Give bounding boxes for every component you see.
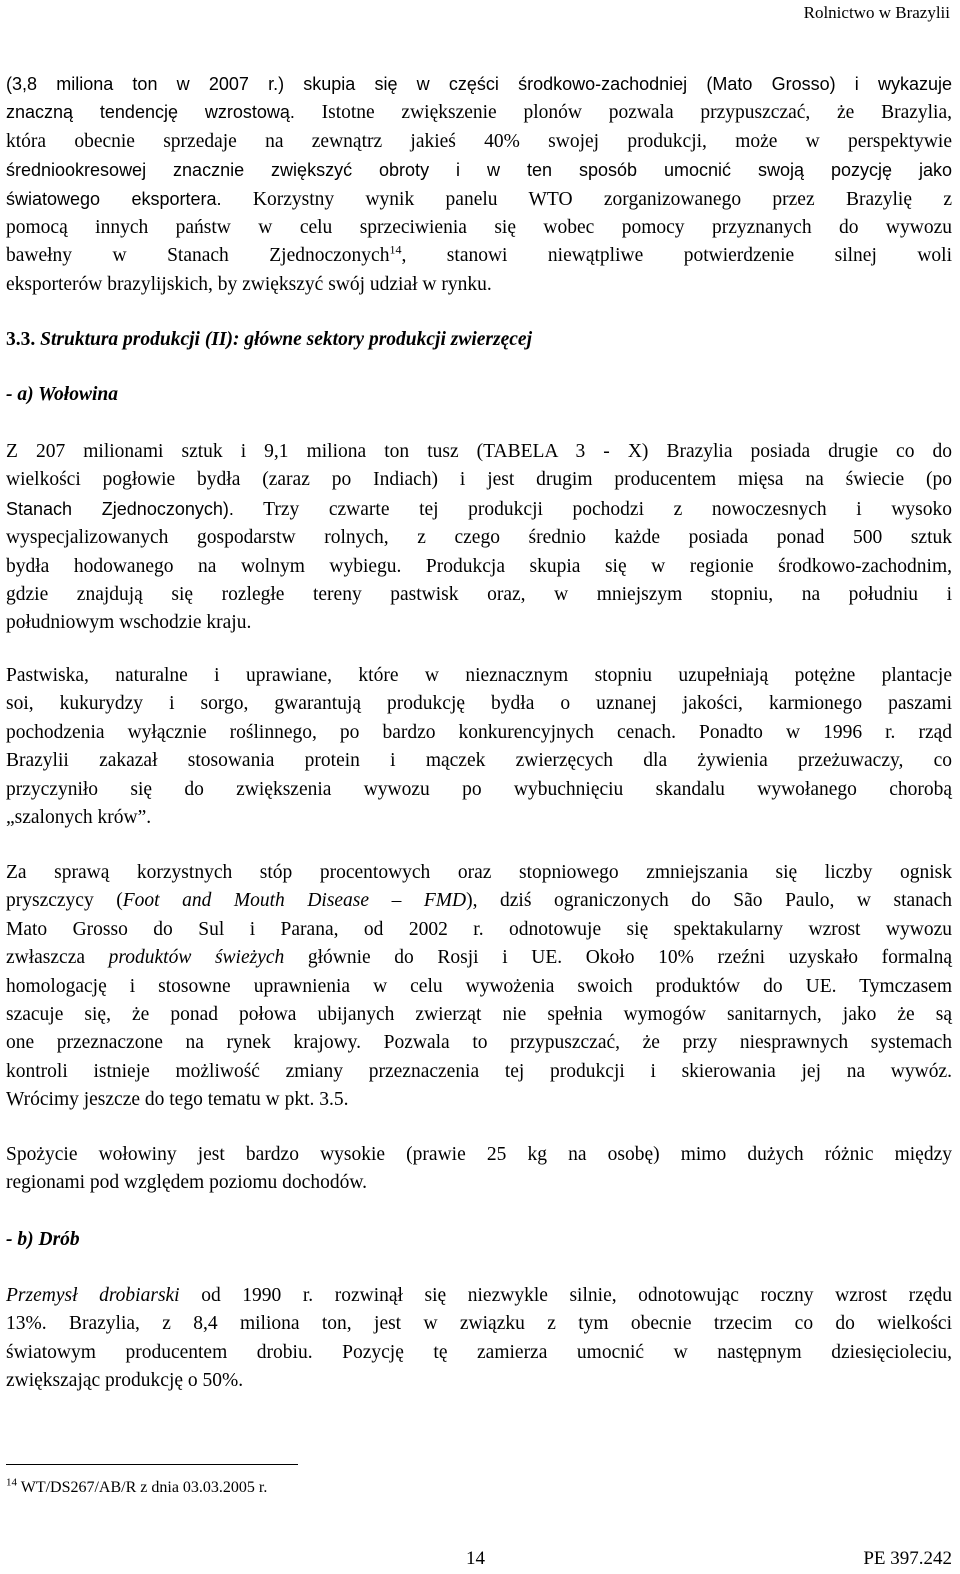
footnote: [6, 1476, 267, 1500]
text-line: eksporterów brazylijskich, by zwiększyć swój udział w rynku.: [6, 273, 492, 295]
text-line: która obecnie sprzedaje na zewnątrz jakieś 40% swojej produkcji, może w perspektywie: [6, 130, 952, 152]
text-line: [6, 185, 952, 214]
text-line: gdzie znajdują się rozległe tereny pastwisk oraz, w mniejszym stopniu, na południu i: [6, 584, 952, 606]
text-line: wielkości pogłowie bydła (zaraz po Indiach) i jest drugim producentem mięsa na świecie (po: [6, 469, 952, 491]
text-line: wyspecjalizowanych gospodarstw rolnych, z czego średnio każde posiada ponad 500 sztuk: [6, 527, 952, 549]
italic-term: produktów świeżych: [108, 947, 285, 969]
text-line: pochodzenia wyłącznie roślinnego, po bardzo konkurencyjnych cenach. Ponadto w 1996 r. rząd: [6, 721, 952, 743]
text-line: one przeznaczone na rynek krajowy. Pozwala to przypuszczać, że przy niesprawnych systemach: [6, 1032, 952, 1054]
paragraph-poultry-1: [6, 1282, 952, 1396]
text-line: Spożycie wołowiny jest bardzo wysokie (prawie 25 kg na osobę) mimo dużych różnic między: [6, 1144, 952, 1165]
footnote-separator: [6, 1464, 298, 1465]
section-heading: [6, 326, 532, 354]
text-line: [6, 944, 952, 972]
text-line: „szalonych krów”.: [6, 807, 152, 829]
text-span: zwłaszcza: [6, 947, 109, 969]
text-line: [6, 242, 952, 270]
text-line: pomocą innych państw w celu sprzeciwienia się wobec pomocy przyznanych do wywozu: [6, 217, 952, 239]
text-span: Stanach Zjednoczonych).: [6, 498, 234, 519]
text-line: Za sprawą korzystnych stóp procentowych oraz stopniowego zmniejszania się liczby ognisk: [6, 862, 952, 883]
text-line: zwiększając produkcję o 50%.: [6, 1370, 244, 1392]
paragraph-beef-2: [6, 662, 952, 832]
text-span: ), dziś ograniczonych do São Paulo, w stanach: [466, 890, 952, 912]
text-line: soi, kukurydzy i sorgo, gwarantują produkcję bydła o uznanej jakości, karmionego paszami: [6, 693, 952, 715]
text-line: [6, 495, 952, 524]
text-span: bawełny w Stanach Zjednoczonych: [6, 245, 390, 267]
text-line: regionami pod względem poziomu dochodów.: [6, 1172, 368, 1194]
text-line: kontroli istnieje możliwość zmiany przeznaczenia tej produkcji i skierowania jej na wywóz.: [6, 1060, 952, 1082]
text-line: przyczyniło się do zwiększenia wywozu po wybuchnięciu skandalu wywołanego chorobą: [6, 778, 952, 800]
italic-term: Foot and Mouth Disease – FMD: [122, 890, 467, 912]
text-span: znaczną tendencję wzrostową.: [6, 102, 295, 123]
subsection-heading-a: - a) Wołowina: [6, 384, 118, 405]
text-span: od 1990 r. rozwinął się niezwykle silnie, odnotowując roczny wzrost rzędu: [179, 1285, 952, 1306]
running-header: Rolnictwo w Brazylii: [803, 3, 950, 22]
footnote-marker: 14: [6, 1476, 17, 1489]
text-line: [6, 1282, 952, 1310]
text-line: szacuje się, że ponad połowa ubijanych zwierząt nie spełnia wymogów sanitarnych, jako że są: [6, 1004, 952, 1026]
text-span: światowego eksportera.: [6, 188, 222, 209]
text-line: średniookresowej znacznie zwiększyć obroty i w ten sposób umocnić swoją pozycję jako: [6, 160, 952, 181]
text-line: 13%. Brazylia, z 8,4 miliona ton, jest w związku z tym obecnie trzecim co do wielkości: [6, 1313, 952, 1335]
text-line: (3,8 miliona ton w 2007 r.) skupia się w części środkowo-zachodniej (Mato Grosso) i wykazuje: [6, 74, 952, 94]
text-span: , stanowi niewątpliwe potwierdzenie silnej woli: [401, 245, 952, 267]
text-line: południowym wschodzie kraju.: [6, 612, 252, 634]
paragraph-beef-1: [6, 438, 952, 638]
text-line: homologację i stosowne uprawnienia w celu wywożenia swoich produktów do UE. Tymczasem: [6, 975, 952, 997]
text-line: Pastwiska, naturalne i uprawiane, które w nieznacznym stopniu uzupełniają potężne plantacje: [6, 665, 952, 686]
text-span: pryszczycy (: [6, 890, 123, 912]
italic-term: Przemysł drobiarski: [6, 1285, 180, 1306]
text-line: Z 207 milionami sztuk i 9,1 miliona ton tusz (TABELA 3 - X) Brazylia posiada drugie co do: [6, 441, 952, 462]
document-reference: PE 397.242: [863, 1548, 952, 1569]
text-line: Brazylii zakazał stosowania protein i mączek zwierzęcych dla żywienia przeżuwaczy, co: [6, 750, 952, 772]
text-line: Mato Grosso do Sul i Parana, od 2002 r. odnotowuje się spektakularny wzrost wywozu: [6, 918, 952, 940]
text-line: [6, 98, 952, 127]
intro-paragraph: [6, 70, 952, 299]
footnote-text: WT/DS267/AB/R z dnia 03.03.2005 r.: [17, 1479, 268, 1496]
paragraph-beef-3: [6, 859, 952, 1115]
text-span: Istotne zwiększenie plonów pozwala przypuszczać, że Brazylia,: [294, 102, 952, 124]
section-title: Struktura produkcji (II): główne sektory produkcji zwierzęcej: [35, 329, 532, 350]
text-line: Wrócimy jeszcze do tego tematu w pkt. 3.5.: [6, 1089, 349, 1111]
text-line: [6, 887, 952, 915]
subsection-heading-b: - b) Drób: [6, 1229, 80, 1250]
text-span: Trzy czwarte tej produkcji pochodzi z nowoczesnych i wysoko: [233, 498, 952, 520]
page-number: 14: [466, 1548, 485, 1569]
text-line: światowym producentem drobiu. Pozycję tę zamierza umocnić w następnym dziesięcioleciu,: [6, 1341, 952, 1363]
footnote-reference: 14: [389, 242, 402, 257]
text-line: bydła hodowanego na wolnym wybiegu. Produkcja skupia się w regionie środkowo-zachodnim,: [6, 555, 952, 577]
text-span: głównie do Rosji i UE. Około 10% rzeźni uzyskało formalną: [284, 947, 952, 969]
section-number: 3.3.: [6, 329, 36, 350]
text-span: Korzystny wynik panelu WTO zorganizowanego przez Brazylię z: [221, 188, 952, 210]
paragraph-beef-4: [6, 1141, 952, 1198]
